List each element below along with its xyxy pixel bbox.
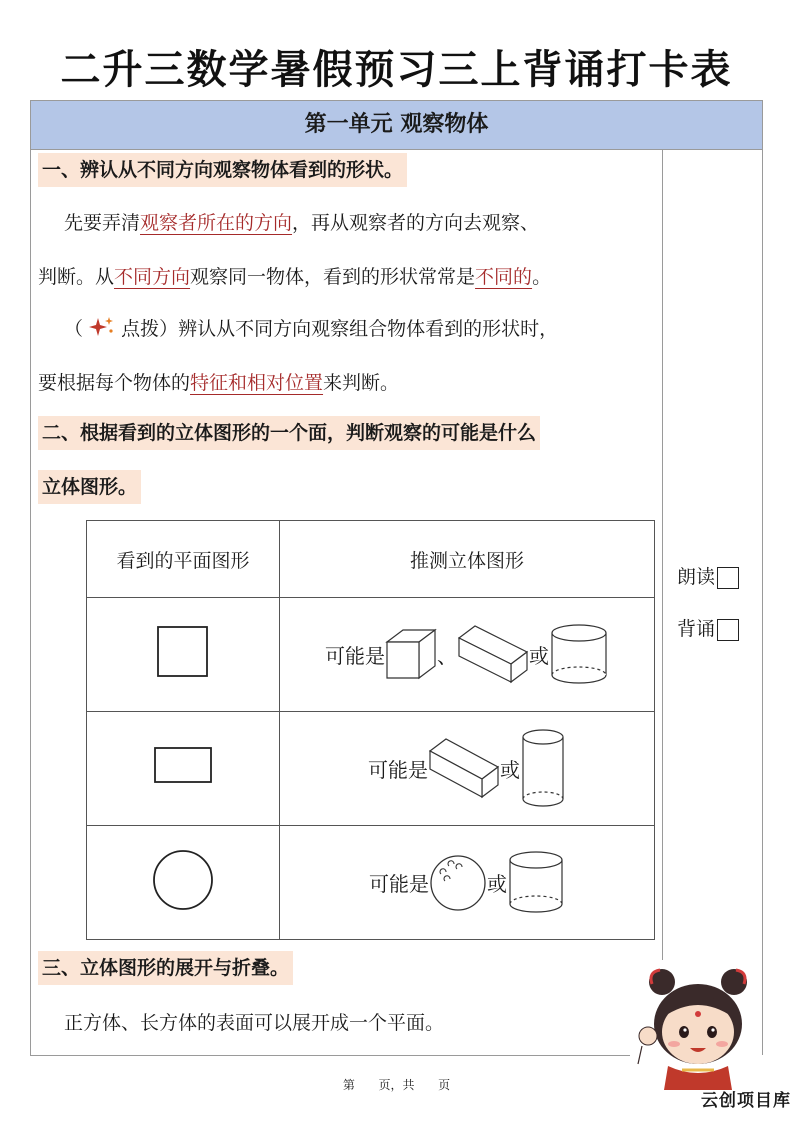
text: 判断。从 [38, 266, 115, 288]
cube-figure [385, 626, 437, 684]
highlight-text: 特征和相对位置 [190, 372, 324, 394]
header-cell: 看到的平面图形 [87, 521, 280, 598]
section-heading-3: 三、立体图形的展开与折叠。 [38, 951, 293, 985]
separator-text: 或 [487, 872, 507, 896]
plane-shape-cell [87, 826, 280, 940]
footer-text: 页 [438, 1078, 451, 1092]
table-row [87, 598, 655, 712]
cylinder-figure [549, 623, 609, 687]
solid-cell [280, 712, 655, 826]
cuboid-figure [457, 624, 529, 686]
section-heading-2b: 立体图形。 [38, 470, 141, 504]
solid-options [368, 727, 566, 811]
recite-label: 背诵 [677, 618, 716, 640]
text: 要根据每个物体的 [38, 372, 191, 394]
read-checklist [677, 562, 739, 589]
prefix-text: 可能是 [369, 872, 429, 896]
circle-shape [152, 849, 214, 911]
table-row [87, 712, 655, 826]
solid-options [325, 623, 609, 687]
highlight-text: 不同的 [475, 266, 533, 288]
frame-bottom-line [30, 1055, 630, 1056]
paren-open: （ [64, 318, 84, 340]
recite-checkbox[interactable] [717, 619, 739, 641]
text: 观察同一物体，看到的形状常常是 [190, 266, 476, 288]
brand-watermark: 云创项目库 [701, 1091, 791, 1111]
shapes-table [86, 520, 655, 940]
text: 。 [532, 266, 552, 288]
text: 辨认从不同方向观察组合物体看到的形状时， [178, 318, 559, 340]
plane-shape-cell [87, 712, 280, 826]
paragraph-1 [38, 208, 660, 235]
highlight-text: 观察者所在的方向 [140, 212, 293, 234]
solid-cell [280, 826, 655, 940]
separator-text: 、 [437, 644, 457, 668]
read-label: 朗读 [677, 566, 716, 588]
table-header-row [87, 521, 655, 598]
solid-options [369, 850, 565, 916]
recite-checklist [677, 614, 739, 641]
text: 先要弄清 [64, 212, 141, 234]
paragraph-section-3: 正方体、长方体的表面可以展开成一个平面。 [64, 1012, 445, 1034]
header-cell: 推测立体图形 [280, 521, 655, 598]
cylinder-figure [507, 850, 565, 916]
page-title: 二升三数学暑假预习三上背诵打卡表 [60, 47, 733, 93]
footer-text: 第 [342, 1078, 355, 1092]
sphere-figure [429, 854, 487, 912]
section-heading-2a: 二、根据看到的立体图形的一个面，判断观察的可能是什么 [38, 416, 540, 450]
separator-text: 或 [529, 644, 549, 668]
square-shape [157, 626, 209, 678]
unit-header: 第一单元 观察物体 [30, 100, 763, 150]
text: ，再从观察者的方向去观察、 [292, 212, 540, 234]
paragraph-4 [38, 368, 660, 395]
footer-text: 页，共 [378, 1078, 415, 1092]
prefix-text: 可能是 [368, 758, 428, 782]
paragraph-2 [38, 262, 660, 289]
cuboid-figure [428, 737, 500, 801]
paren-close: ） [159, 318, 179, 340]
tip-label: 点拨 [121, 318, 160, 340]
solid-cell [280, 598, 655, 712]
page-footer [0, 1076, 793, 1093]
cylinder-figure [520, 727, 566, 811]
plane-shape-cell [87, 598, 280, 712]
separator-text: 或 [500, 758, 520, 782]
sparkle-icon [89, 316, 115, 338]
text: 来判断。 [323, 372, 400, 394]
read-checkbox[interactable] [717, 567, 739, 589]
prefix-text: 可能是 [325, 644, 385, 668]
highlight-text: 不同方向 [114, 266, 191, 288]
section-heading-1: 一、辨认从不同方向观察物体看到的形状。 [38, 153, 407, 187]
rectangle-shape [154, 747, 212, 785]
mascot-illustration [628, 962, 768, 1092]
tip-paragraph [64, 314, 686, 341]
column-divider [662, 150, 663, 960]
table-row [87, 826, 655, 940]
